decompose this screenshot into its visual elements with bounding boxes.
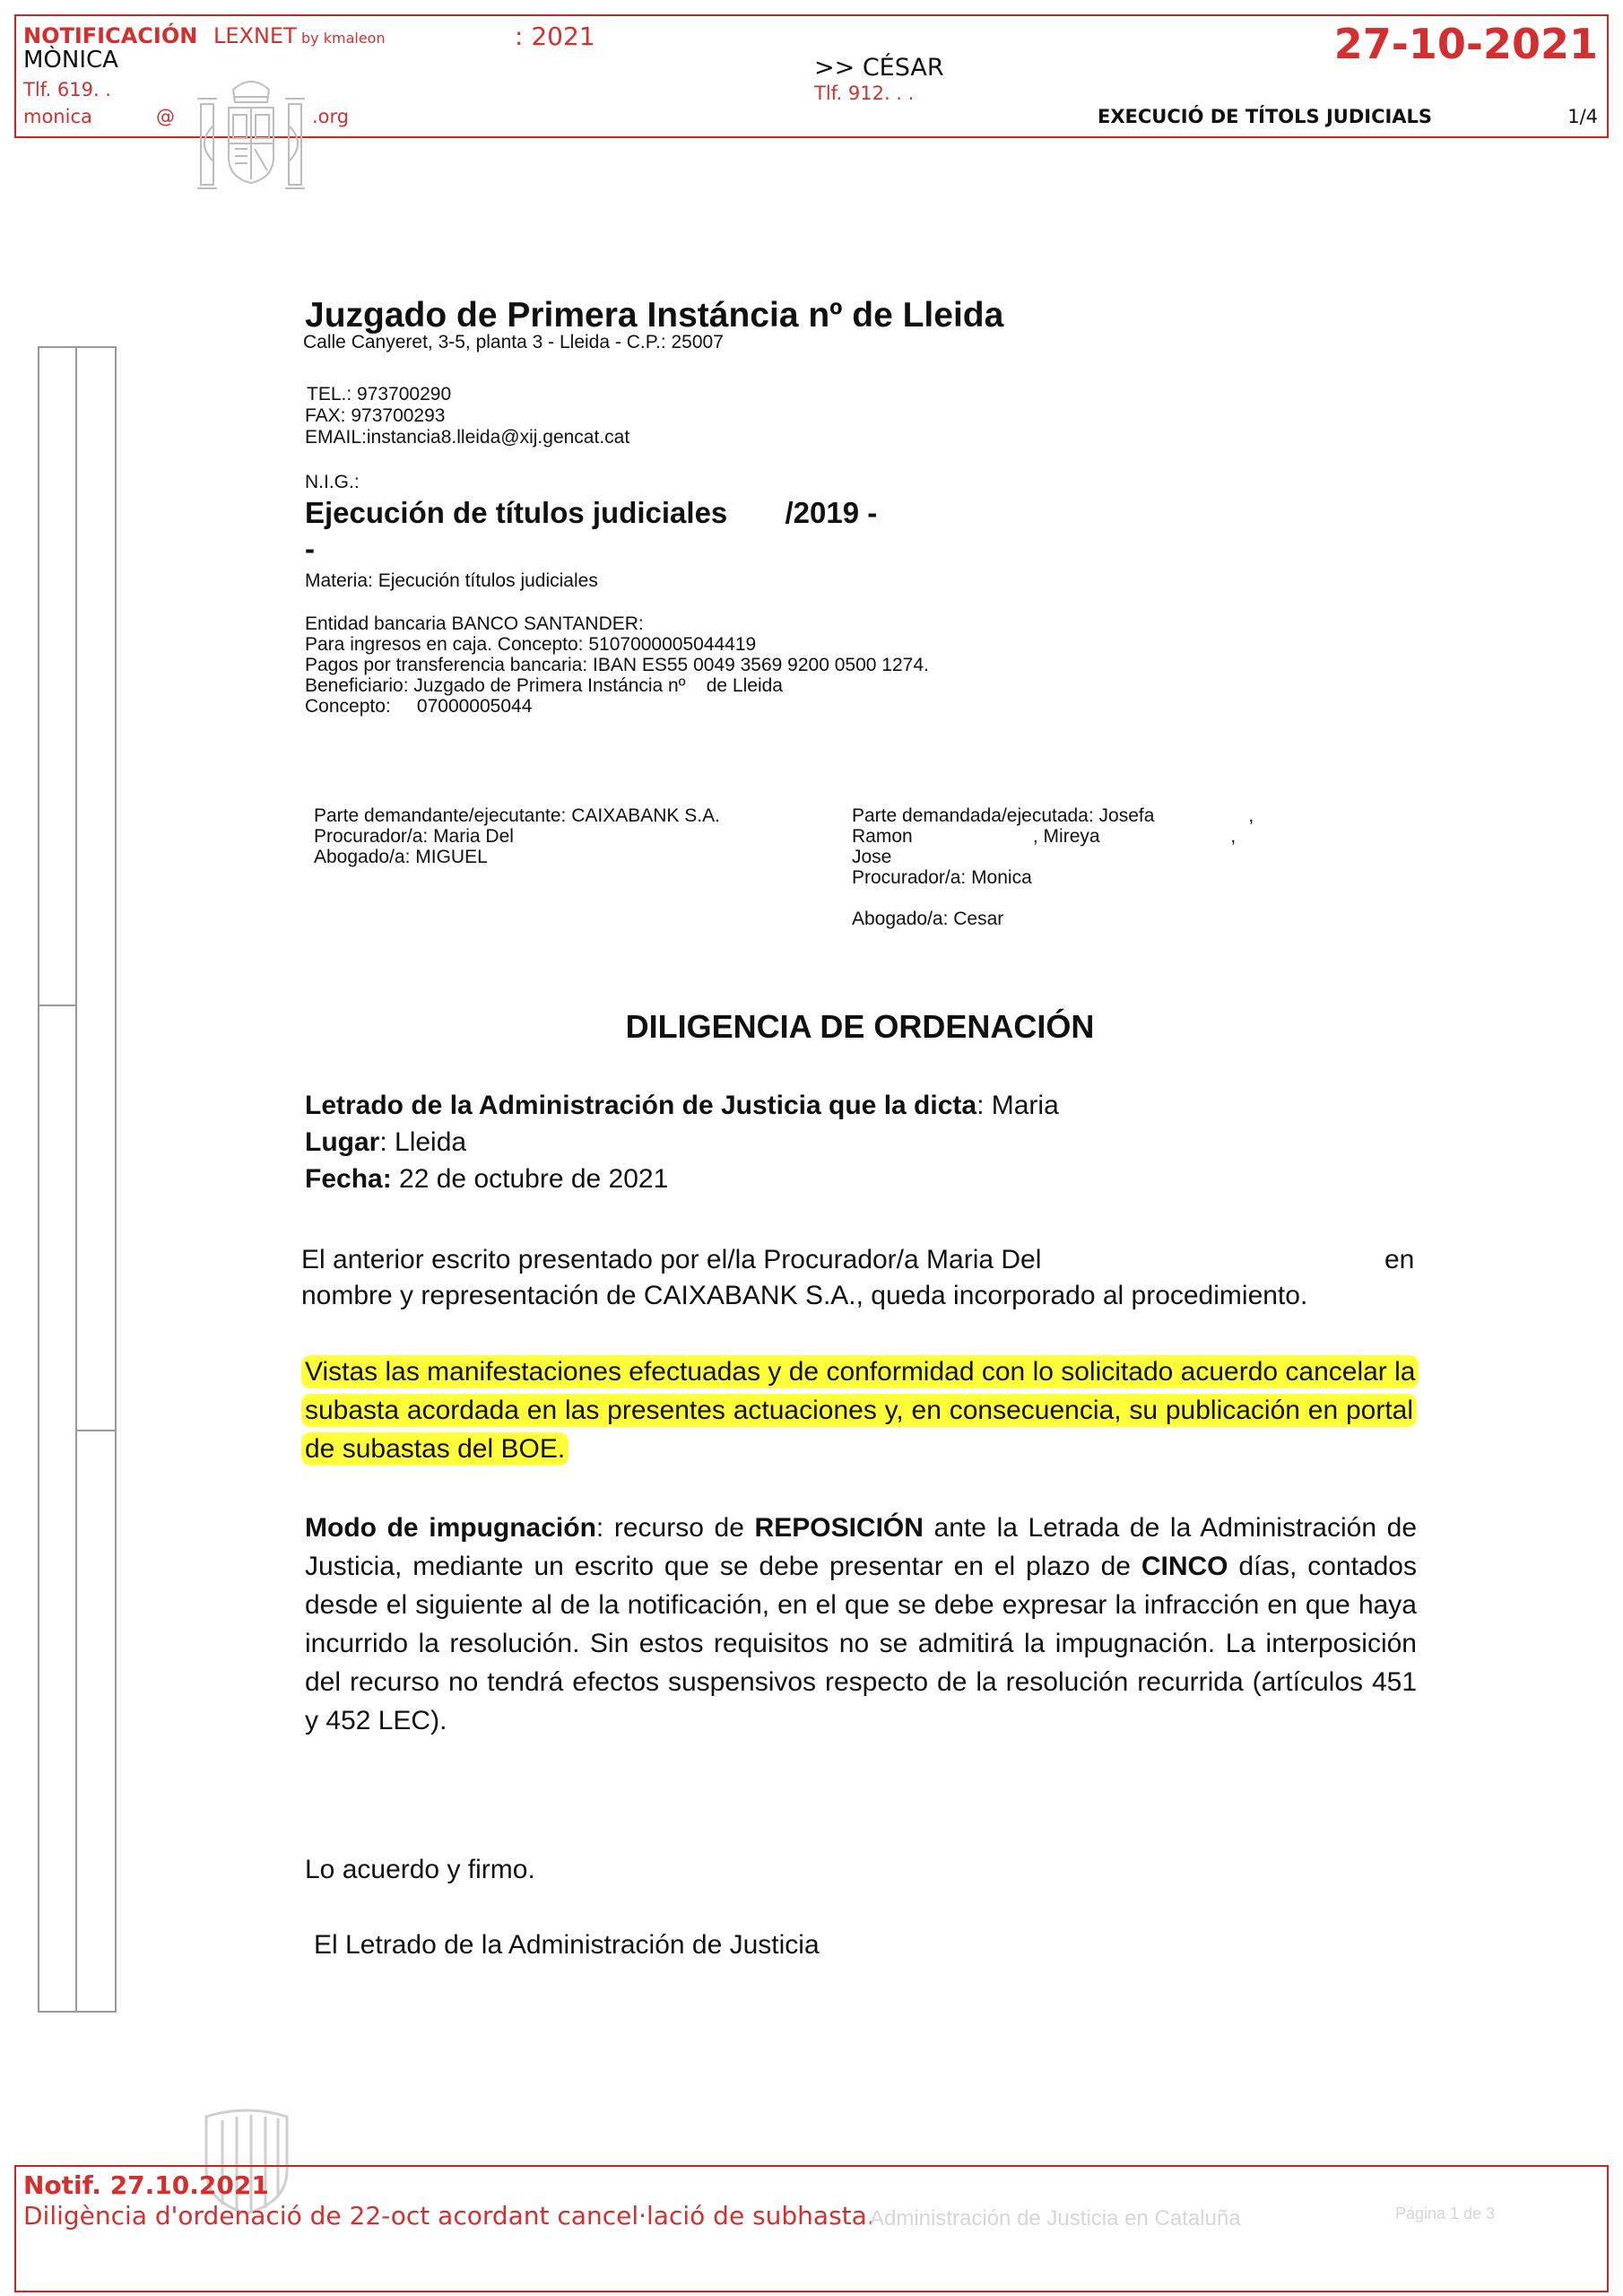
plaintiff: Parte demandante/ejecutante: CAIXABANK S.A. [314,805,720,826]
paragraph3 [305,1509,1417,1740]
highlighted-resolution: Vistas las manifestaciones efectuadas y de conformidad con lo solicitado acuerdo cancelar la subasta acordada en las presentes actuaciones y, en consecuencia, su publicación en portal de subastas del BOE. [301,1355,1419,1465]
lugar-line [305,1124,466,1161]
case-title: Ejecución de títulos judiciales /2019 - [305,496,878,529]
nig-label: N.I.G.: [305,472,360,492]
bank-transfer: Pagos por transferencia bancaria: IBAN ES55 0049 3569 9200 0500 1274. [305,655,929,675]
paragraph1-line2: nombre y representación de CAIXABANK S.A., queda incorporado al procedimiento. [301,1281,1308,1310]
footer-summary: Diligència d'ordenació de 22-oct acordant cancel·lació de subhasta. [23,2201,875,2231]
sender-email-at: @ [156,106,175,127]
defendant-line1: Parte demandada/ejecutada: Josefa , [852,805,1254,826]
letrado-label: Letrado de la Administración de Justicia que la dicta [305,1091,977,1120]
sender-email-user: monica [23,106,92,127]
bank-entity: Entidad bancaria BANCO SANTANDER: [305,613,644,634]
letrado-line [305,1087,1059,1125]
procedure-type: EXECUCIÓ DE TÍTOLS JUDICIALS [1098,106,1433,127]
margin-frame [38,346,117,2013]
signer-title: El Letrado de la Administración de Justicia [314,1930,820,1960]
p3-part-b: ante la Letrada de la Administración de Justicia, mediante un escrito que se debe presentar en el plazo de [305,1513,1417,1581]
defendant-line3: Jose [852,847,892,867]
paragraph2 [301,1352,1417,1468]
page-indicator: 1/4 [1567,106,1598,127]
paragraph1-line1b: en [1384,1245,1415,1274]
defendant-abogado: Abogado/a: Cesar [852,909,1004,929]
footer-page-text: Página 1 de 3 [1395,2205,1496,2222]
court-email: EMAIL:instancia8.lleida@xij.gencat.cat [305,427,630,448]
footer-admin-text: Administración de Justicia en Cataluña [870,2206,1241,2231]
lugar-label: Lugar [305,1127,380,1157]
p3-part-c: días, contados desde el siguiente al de la notificación, en el que se debe expresar la infracción en que haya incurrido la resolución. Sin estos requisitos no se admitirá la impugnación. La interposición del recurso no tendrá efectos suspensivos respecto de la resolución recurrida (artículos 451 y 452 LEC). [305,1552,1417,1735]
recipient-name: >> CÉSAR [814,54,944,82]
court-address: Calle Canyeret, 3-5, planta 3 - Lleida - C.P.: 25007 [303,332,724,352]
bank-concept: Concepto: 07000005044 [305,696,533,717]
margin-rule [75,1430,117,1431]
fecha-label: Fecha: [305,1164,392,1194]
reposicion-label: REPOSICIÓN [754,1513,924,1543]
coat-of-arms-icon [188,72,314,206]
paragraph1-line1a: El anterior escrito presentado por el/la Procurador/a Maria Del [301,1245,1042,1274]
notif-label: NOTIFICACIÓN [23,23,198,48]
lexnet-label: LEXNET [213,23,297,48]
plaintiff-abogado: Abogado/a: MIGUEL [314,847,488,867]
notification-date: 27-10-2021 [1333,20,1598,68]
plaintiff-procurador: Procurador/a: Maria Del [314,826,514,847]
court-title: Juzgado de Primera Instáncia nº de Lleida [305,296,1004,335]
sender-name: MÒNICA [23,47,118,74]
lugar-value: : Lleida [379,1127,467,1157]
modo-impugnacion-label: Modo de impugnación [305,1513,596,1543]
p3-part-a: : recurso de [595,1513,755,1543]
sender-email-domain: .org [312,106,350,127]
fecha-line [305,1161,668,1198]
header-year: : 2021 [515,22,595,51]
fecha-value: 22 de octubre de 2021 [391,1164,669,1194]
margin-rule [38,1004,77,1006]
footer-notif-date: Notif. 27.10.2021 [23,2170,269,2200]
case-dash: - [305,532,315,565]
margin-divider [75,346,77,2013]
bank-beneficiary: Beneficiario: Juzgado de Primera Instáncia nº de Lleida [305,675,783,696]
materia: Materia: Ejecución títulos judiciales [305,570,598,591]
defendant-procurador: Procurador/a: Monica [852,867,1032,888]
recipient-phone: Tlf. 912. . . [814,83,915,104]
closing-text: Lo acuerdo y firmo. [305,1855,535,1884]
diligencia-heading: DILIGENCIA DE ORDENACIÓN [625,1008,1095,1045]
defendant-line2: Ramon , Mireya , [852,826,1237,847]
court-fax: FAX: 973700293 [305,405,446,426]
cinco-label: CINCO [1141,1552,1228,1581]
bank-cash: Para ingresos en caja. Concepto: 5107000005044419 [305,634,757,655]
court-tel: TEL.: 973700290 [307,384,452,404]
letrado-value: : Maria [976,1091,1059,1120]
by-label: by kmaleon [301,30,386,47]
sender-phone: Tlf. 619. . [23,79,111,100]
notification-footer [14,2165,1609,2292]
